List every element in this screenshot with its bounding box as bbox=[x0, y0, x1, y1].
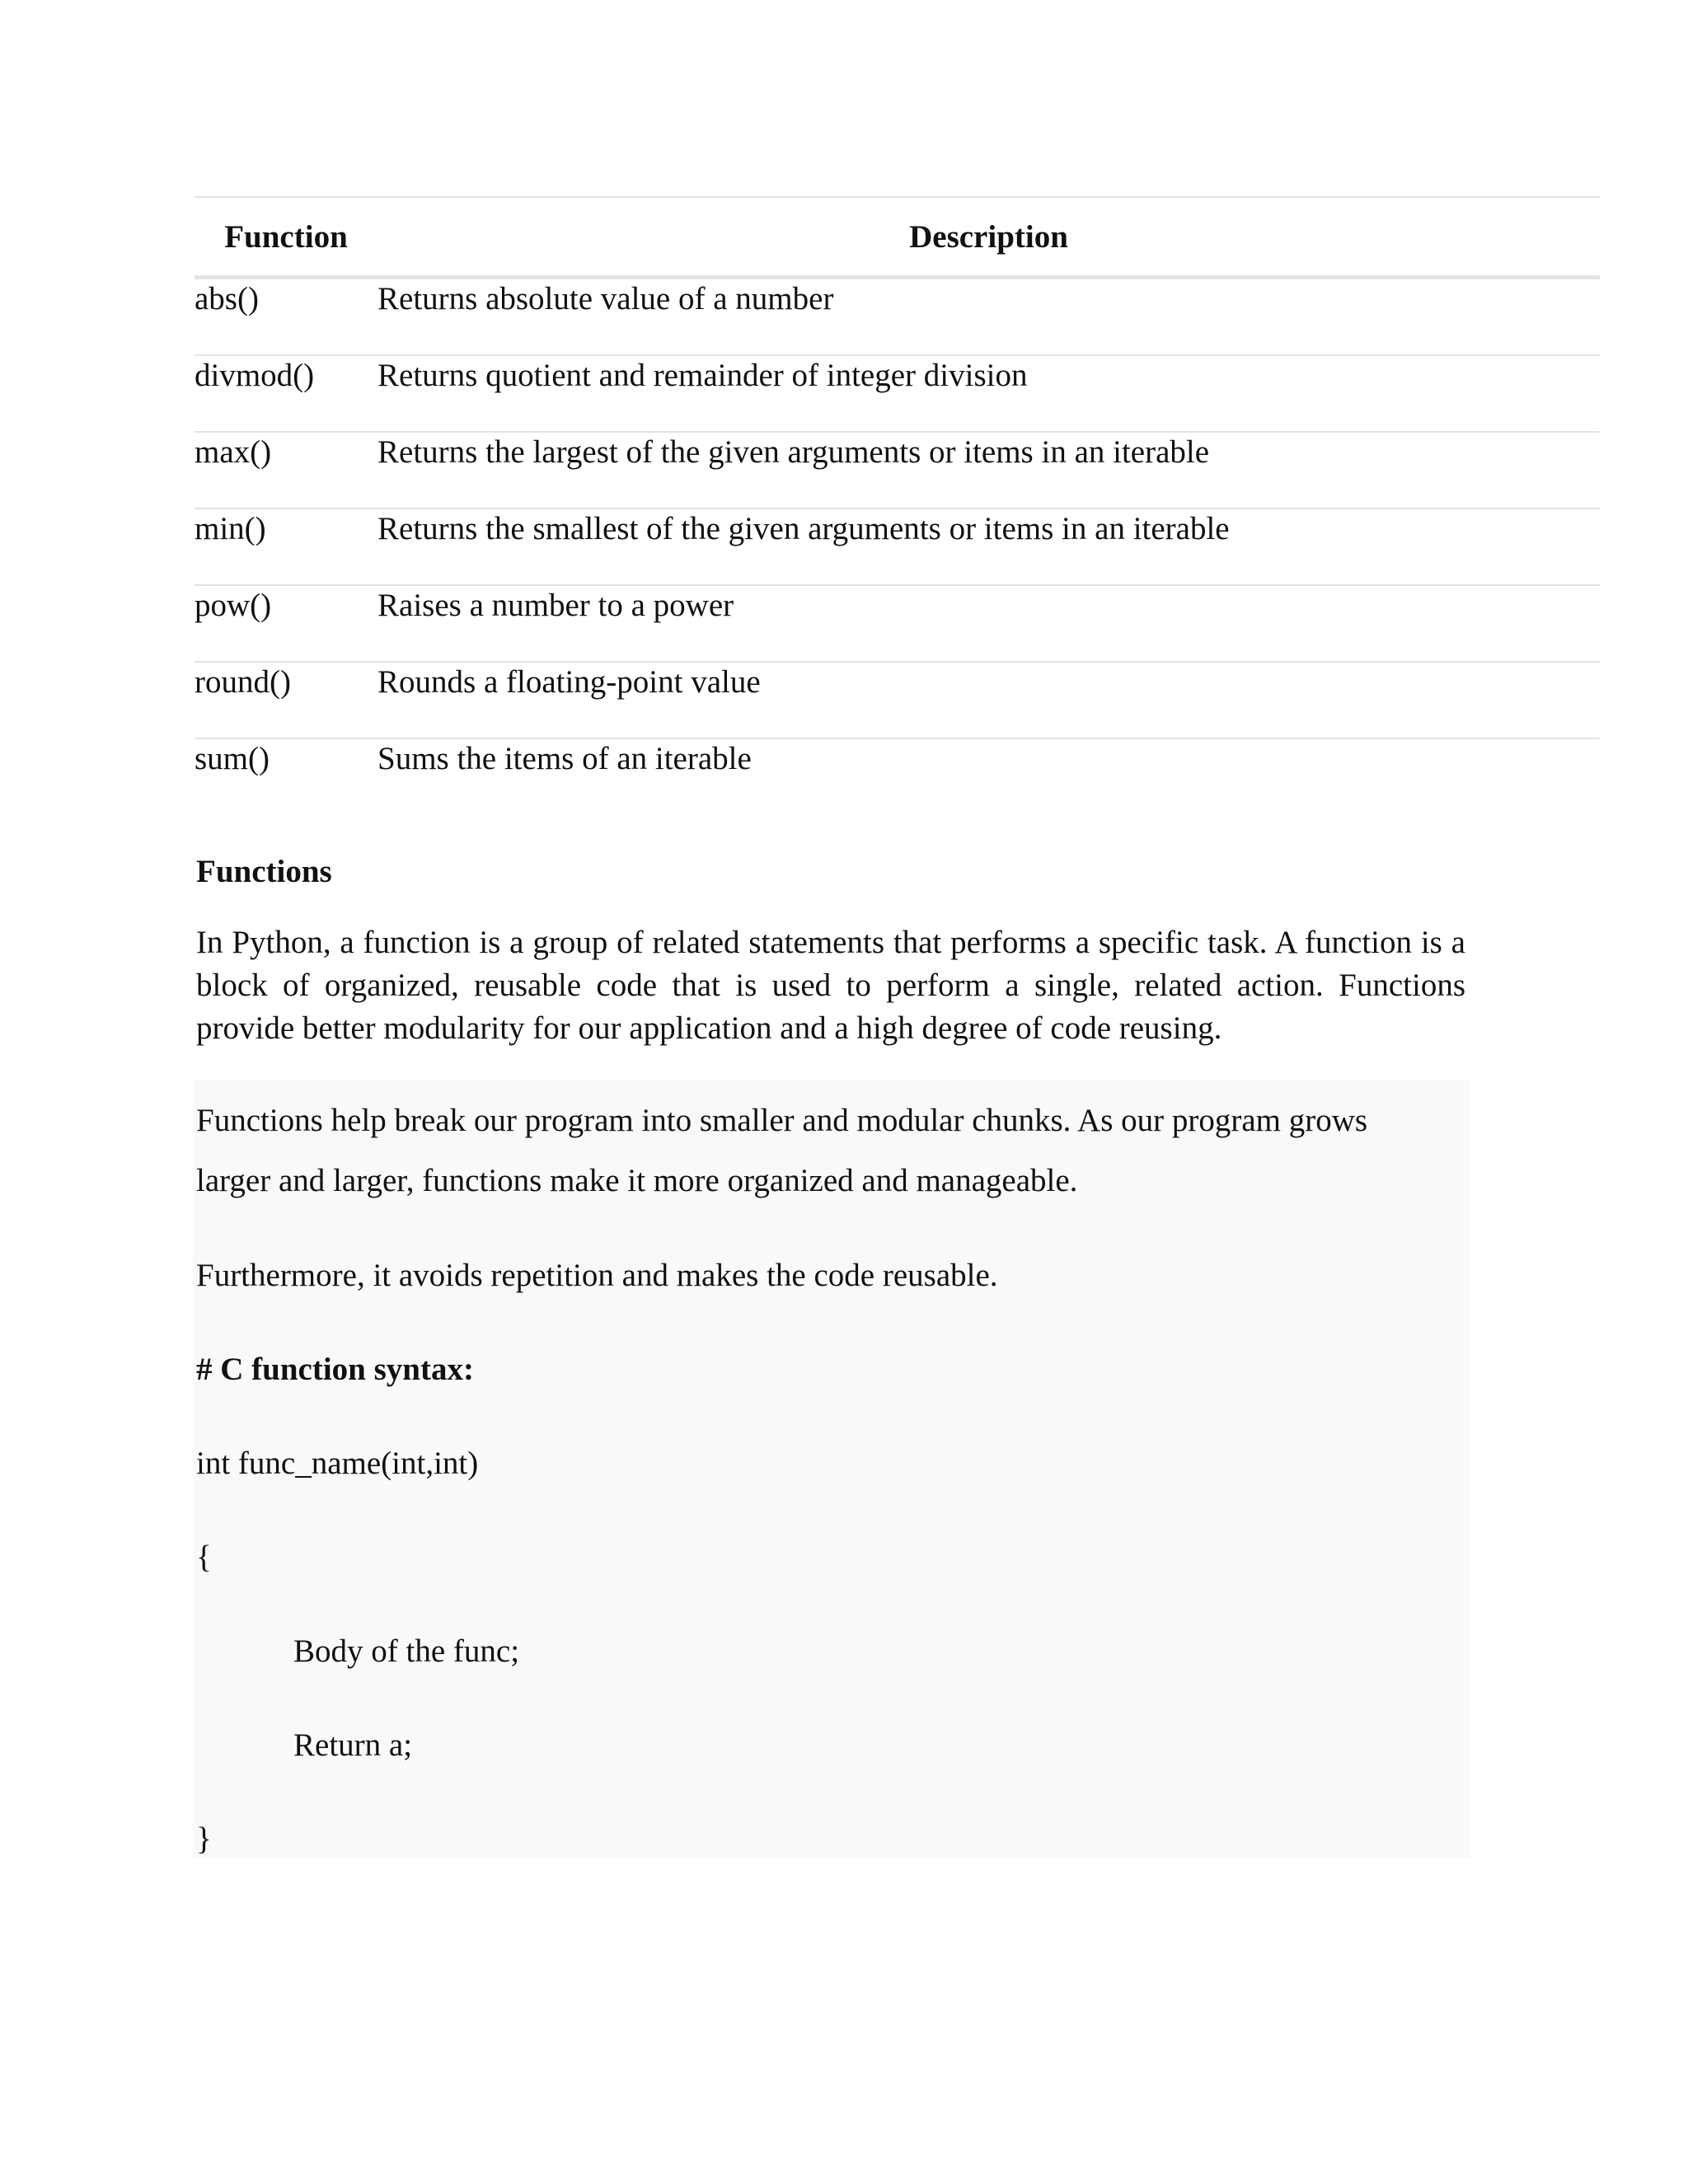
function-name-cell: abs() bbox=[195, 278, 377, 356]
column-header-function: Function bbox=[195, 197, 377, 278]
reuse-paragraph: Furthermore, it avoids repetition and makes the code reusable. bbox=[196, 1258, 998, 1293]
table-header-row bbox=[195, 197, 1600, 278]
table-row bbox=[195, 432, 1600, 509]
function-name-cell: pow() bbox=[195, 585, 377, 662]
table-row bbox=[195, 509, 1600, 585]
builtin-functions-table bbox=[195, 196, 1600, 814]
functions-heading: Functions bbox=[196, 854, 332, 889]
function-description-cell: Sums the items of an iterable bbox=[377, 741, 752, 776]
benefits-paragraph-line-2: larger and larger, functions make it more organized and manageable. bbox=[196, 1163, 1078, 1198]
code-body-line: Body of the func; bbox=[293, 1633, 520, 1669]
function-name-cell: divmod() bbox=[195, 355, 377, 432]
table-body bbox=[195, 278, 1600, 815]
table-row bbox=[195, 278, 1600, 356]
function-description-cell: Rounds a floating-point value bbox=[377, 662, 1600, 738]
table-row bbox=[195, 585, 1600, 662]
code-signature: int func_name(int,int) bbox=[196, 1446, 479, 1481]
function-description-cell: Raises a number to a power bbox=[377, 585, 1600, 662]
table-row bbox=[195, 738, 1600, 814]
function-description-cell: Returns the smallest of the given arguments or items in an iterable bbox=[377, 509, 1600, 585]
table-header bbox=[195, 197, 1600, 278]
shaded-content-box bbox=[193, 1080, 1470, 1858]
function-name-cell: max() bbox=[195, 432, 377, 509]
column-header-description: Description bbox=[377, 197, 1600, 278]
code-open-brace: { bbox=[196, 1540, 212, 1575]
function-description-cell: Returns quotient and remainder of integer division bbox=[377, 355, 1600, 432]
function-name-cell: min() bbox=[195, 509, 377, 585]
function-description-cell: Returns the largest of the given arguments or items in an iterable bbox=[377, 432, 1600, 509]
functions-intro-paragraph: In Python, a function is a group of related statements that performs a specific task. A function is a block of organized, reusable code that is used to perform a single, related action. Functions provide better modularity for our application and a high degree of code reusing. bbox=[196, 925, 1465, 1046]
syntax-heading: # C function syntax: bbox=[196, 1352, 474, 1387]
benefits-paragraph-line-1: Functions help break our program into smaller and modular chunks. As our program grows bbox=[196, 1103, 1368, 1138]
table-row bbox=[195, 355, 1600, 432]
function-name-cell: sum() bbox=[195, 741, 270, 776]
code-close-brace: } bbox=[196, 1821, 212, 1857]
function-description-cell: Returns absolute value of a number bbox=[377, 278, 1600, 356]
code-return-line: Return a; bbox=[293, 1727, 413, 1763]
table-row bbox=[195, 662, 1600, 738]
function-name-cell: round() bbox=[195, 662, 377, 738]
